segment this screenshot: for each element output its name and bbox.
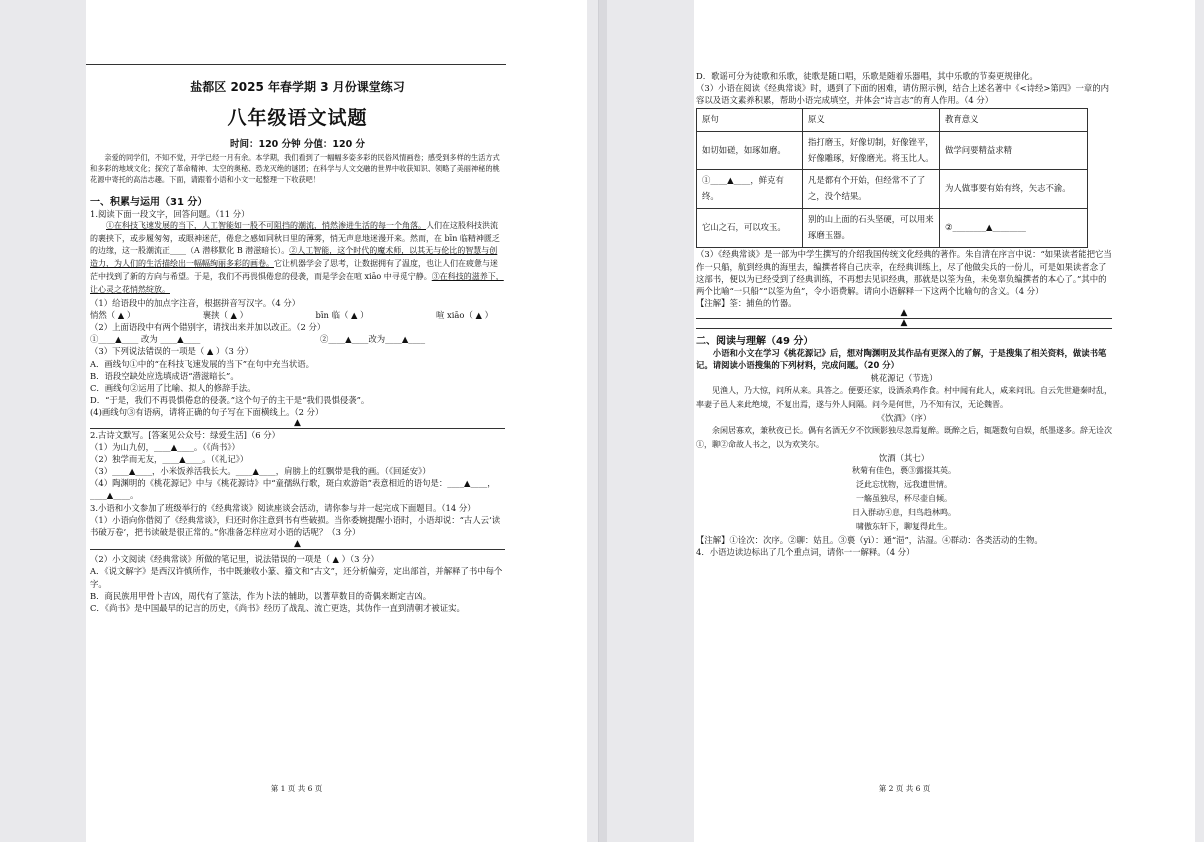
answer-mark: ▲ <box>294 539 301 550</box>
poem-line: 泛此忘忧物，远我遗世情。 <box>856 480 952 490</box>
table-cell: 如切如磋，如琢如磨。 <box>697 131 803 170</box>
typo-answer-2: ②____▲____改为____▲____ <box>320 334 426 345</box>
q3-2-option-a: A．《说文解字》是西汉许慎所作，书中既兼收小篆、籀文和“古文”，还分析偏旁，定出部首，并解释了书中每个字。 <box>90 566 503 589</box>
table-cell: 指打磨玉，好像切制，好像锉平，好像雕琢，好像磨光。将玉比人。 <box>803 131 940 170</box>
q3-1: （1）小语向你借阅了《经典常谈》，归还时你注意到书有些破损。当你委婉提醒小语时，小语却说：“古人云‘读书破万卷’，把书读破是很正常的。”你准备怎样应对小语的话呢？（3 分） <box>90 514 501 537</box>
table-cell: 它山之石，可以攻玉。 <box>697 209 803 248</box>
intro-paragraph: 亲爱的同学们，不知不觉，开学已经一月有余。本学期，我们看到了一幅幅多姿多彩的民俗风情画卷；感受到多样的生活方式和多彩的地域文化；探究了革命精神、太空的奥秘、恐龙灭绝的谜团；在科学与人文交融的世界中收获知识、领略了美丽神秘的桃花源中寄托的高洁志趣。下面，请跟着小语和小文一起整理一下收获吧！ <box>90 153 500 185</box>
q1-1-stem: （1）给语段中的加点字注音，根据拼音写汉字。（4 分） <box>90 297 301 308</box>
text-3-title: 饮酒（其七） <box>878 453 930 464</box>
note-quan: 【注解】筌：捕鱼的竹器。 <box>696 298 797 309</box>
poem-line: 秋菊有佳色，裛③露掇其英。 <box>852 466 956 476</box>
exam-title: 八年级语文试题 <box>227 107 368 129</box>
q3-2-option-c: C．《尚书》是中国最早的记言的历史，《尚书》经历了战乱、流亡更迭，其伪作一直到清朝才被证实。 <box>90 602 465 613</box>
pinyin-row <box>90 309 505 321</box>
answer-mark: ▲ <box>900 318 908 329</box>
table-cell: 为人做事要有始有终，矢志不渝。 <box>940 170 1088 209</box>
q1-passage <box>90 220 505 297</box>
q3-3-stem: （3）小语在阅读《经典常谈》时，遇到了下面的困难，请仿照示例，结合上述名著中《<诗经>第四》一章的内容以及语文素养积累，帮助小语完成填空，并体会“诗言志”的育人作用。（4 分） <box>696 83 1109 106</box>
q2-2: （2）独学而无友，____▲____。（《礼记》） <box>90 453 249 464</box>
answer-line <box>696 328 1112 329</box>
pinyin-item: 裹挟（ ▲ ） <box>202 309 249 320</box>
typo-answer-1: ①____▲____ 改为 ____▲____ <box>90 334 201 345</box>
q3-stem: 3.小语和小文参加了班级举行的《经典常谈》阅读座谈会活动，请你参与并一起完成下面题目。（14 分） <box>90 502 476 513</box>
poem-line: 啸傲东轩下，聊复得此生。 <box>856 522 952 532</box>
poem-line: 一觞虽独尽，杯尽壶自倾。 <box>856 494 952 504</box>
table-header-row <box>697 108 1088 131</box>
text-2-title: 《饮酒》（序） <box>876 412 932 423</box>
q2-4: （4）陶渊明的《桃花源记》中与《桃花源诗》中“童孺纵行歌，斑白欢游诣”表意相近的语句是：____▲____，____▲____。 <box>90 478 496 501</box>
poem-lines <box>696 464 1112 534</box>
pinyin-item: 悄然（ ▲ ） <box>90 309 136 320</box>
q3-2-option-b: B．商民族用甲骨卜吉凶，周代有了筮法，作为卜法的辅助，以蓍草数目的奇偶来断定吉凶。 <box>90 590 432 601</box>
annotation-note: 【注解】①诠次：次序。②聊：姑且。③裛（yì）：通“浥”，沾湿。④群动：各类活动的生物。 <box>696 535 1043 546</box>
reading-intro: 小语和小文在学习《桃花源记》后，想对陶渊明及其作品有更深入的了解，于是搜集了相关资料，做读书笔记。请阅读小语搜集的下列材料，完成问题。（20 分） <box>696 348 1107 371</box>
pinyin-item: 喧 xiāo（ ▲ ） <box>435 309 493 320</box>
underlined-sentence-1: ①在科技飞速发展的当下，人工智能如一股不可阻挡的潮流，悄然渗进生活的每一个角落。 <box>106 220 426 230</box>
q1-2-stem: （2）上面语段中有两个错别字，请找出来并加以改正。（2 分） <box>90 322 326 332</box>
passage-text: 人们在这股科技洪流的裹挟下，或步履匆匆，或眼神迷茫，倦怠之感如同秋日里的薄雾，悄无声息地迷漫开来。然而，在 bīn 临精神匮乏的边缘，这一股潮流正____（A 潜移默化 B 潜滋暗长）。 <box>90 220 500 256</box>
table-header: 原义 <box>803 108 940 131</box>
option-c: C．画线句②运用了比喻、拟人的修辞手法。 <box>90 382 256 393</box>
top-rule <box>86 64 506 65</box>
table-row <box>697 209 1088 248</box>
q4-stem: 4．小语边读边标出了几个重点词，请你一一解释。（4 分） <box>696 547 915 558</box>
exam-page-1 <box>86 0 587 842</box>
page-footer: 第 2 页 共 6 页 <box>878 784 931 793</box>
table-cell: ①____▲____，鲜克有终。 <box>697 170 803 209</box>
q1-stem: 1.阅读下面一段文字，回答问题。（11 分） <box>90 208 250 219</box>
exam-page-2 <box>694 0 1195 842</box>
table-header: 原句 <box>697 108 803 131</box>
answer-mark: ▲ <box>900 308 908 319</box>
underlined-sentence-2: ②人工智能，这个时代的魔术师，以其无与伦比的智慧与创造力，为人们的生活描绘出一幅幅绚丽多彩的画卷。 <box>90 246 498 269</box>
pinyin-item: bīn 临（ ▲ ） <box>315 309 369 320</box>
text-2-body: 余闲居寡欢，兼秋夜已长。偶有名酒无夕不饮顾影独尽忽焉复醉。既醉之后，辄题数句自娱，纸墨遂多。辞无诠次①，聊②命故人书之，以为欢笑尔。 <box>696 426 1112 450</box>
typo-row <box>90 333 505 345</box>
option-b: B．语段空缺处应选填成语“潜滋暗长”。 <box>90 370 239 381</box>
answer-line <box>90 549 505 550</box>
page-footer: 第 1 页 共 6 页 <box>270 784 323 793</box>
q1-4-stem: (4)画线句③有语病，请将正确的句子写在下面横线上。（2 分） <box>90 407 324 418</box>
option-d: D．歌谣可分为徒歌和乐歌，徒歌是随口唱，乐歌是随着乐器唱，其中乐歌的节奏更规律化。 <box>696 71 1038 81</box>
exam-time-score: 时间：120 分钟 分值：120 分 <box>229 139 366 150</box>
table-row <box>697 131 1088 170</box>
table-cell: 别的山上面的石头坚硬，可以用来琢磨玉器。 <box>803 209 940 248</box>
passage-text: 它让机器学会了思考，让数据拥有了温度，也让人们在疲惫与迷茫中找到了新的方向与希望。于是，我们不再畏惧倦怠的侵袭，而是学会在喧 xiāo 中寻觅宁静。 <box>90 259 498 282</box>
underlined-sentence-3: ③在科技的滋养下，让心灵之花悄然绽放。 <box>90 272 504 294</box>
text-1-title: 桃花源记（节选） <box>870 372 938 383</box>
table-cell: 凡是都有个开始，但经常不了了之，没个结果。 <box>803 170 940 209</box>
answer-mark: ▲ <box>294 417 301 428</box>
table-cell: ②________▲________ <box>940 209 1088 248</box>
page-gap-scroll-divider <box>598 0 607 842</box>
poetry-table <box>696 108 1088 249</box>
q3-2-stem: （2）小文阅读《经典常谈》所做的笔记里，说法错误的一项是（ ▲ ）（3 分） <box>90 554 379 565</box>
text-1-body: 见渔人，乃大惊，问所从来。具答之。便要还家，设酒杀鸡作食。村中闻有此人，咸来问讯。自云先世避秦时乱，率妻子邑人来此绝境，不复出焉，遂与外人间隔。问今是何世，乃不知有汉，无论魏晋。 <box>696 385 1112 409</box>
option-d: D．“于是，我们不再畏惧倦怠的侵袭。”这个句子的主干是“我们畏惧侵袭”。 <box>90 395 370 406</box>
q2-3: （3）____▲____，小米饭养活我长大。____▲____，肩膀上的红飘带是我的画。（《回延安》） <box>90 466 431 477</box>
exam-subtitle: 盐都区 2025 年春学期 3 月份课堂练习 <box>190 80 405 94</box>
option-a: A．画线句①中的“在科技飞速发展的当下”在句中充当状语。 <box>90 358 314 369</box>
section-2-heading: 二、阅读与理解（49 分） <box>696 336 814 348</box>
poem-line: 日入群动④息，归鸟趋林鸣。 <box>852 508 956 518</box>
section-1-heading: 一、积累与运用（31 分） <box>90 196 208 208</box>
q2-stem: 2.古诗文默写。[答案见公众号：绿爱生活]（6 分） <box>90 429 281 440</box>
table-cell: 做学问要精益求精 <box>940 131 1088 170</box>
table-header: 教育意义 <box>940 108 1088 131</box>
q3-4-stem: （3）《经典常谈》是一部为中学生撰写的介绍我国传统文化经典的著作。朱自清在序言中说：“如果读者能把它当作一只船，航到经典的海里去，编撰者将自己庆幸，在经典训练上，尽了他做尖兵的一份儿，可是如果读者念了这部书，便以为已经受到了经典训练，不再想去见识经典，那就是以筌为鱼，未免辜负编撰者的本心了。”其中的两个比喻“一只船”“以筌为鱼”，令小语费解。请向小语解释一下这两个比喻句的含义。（4 分） <box>696 249 1112 296</box>
q1-3-stem: （3）下列说法错误的一项是（ ▲ ）（3 分） <box>90 346 254 357</box>
q2-1: （1）为山九仞，____▲____。（《尚书》） <box>90 441 240 452</box>
table-row <box>697 170 1088 209</box>
